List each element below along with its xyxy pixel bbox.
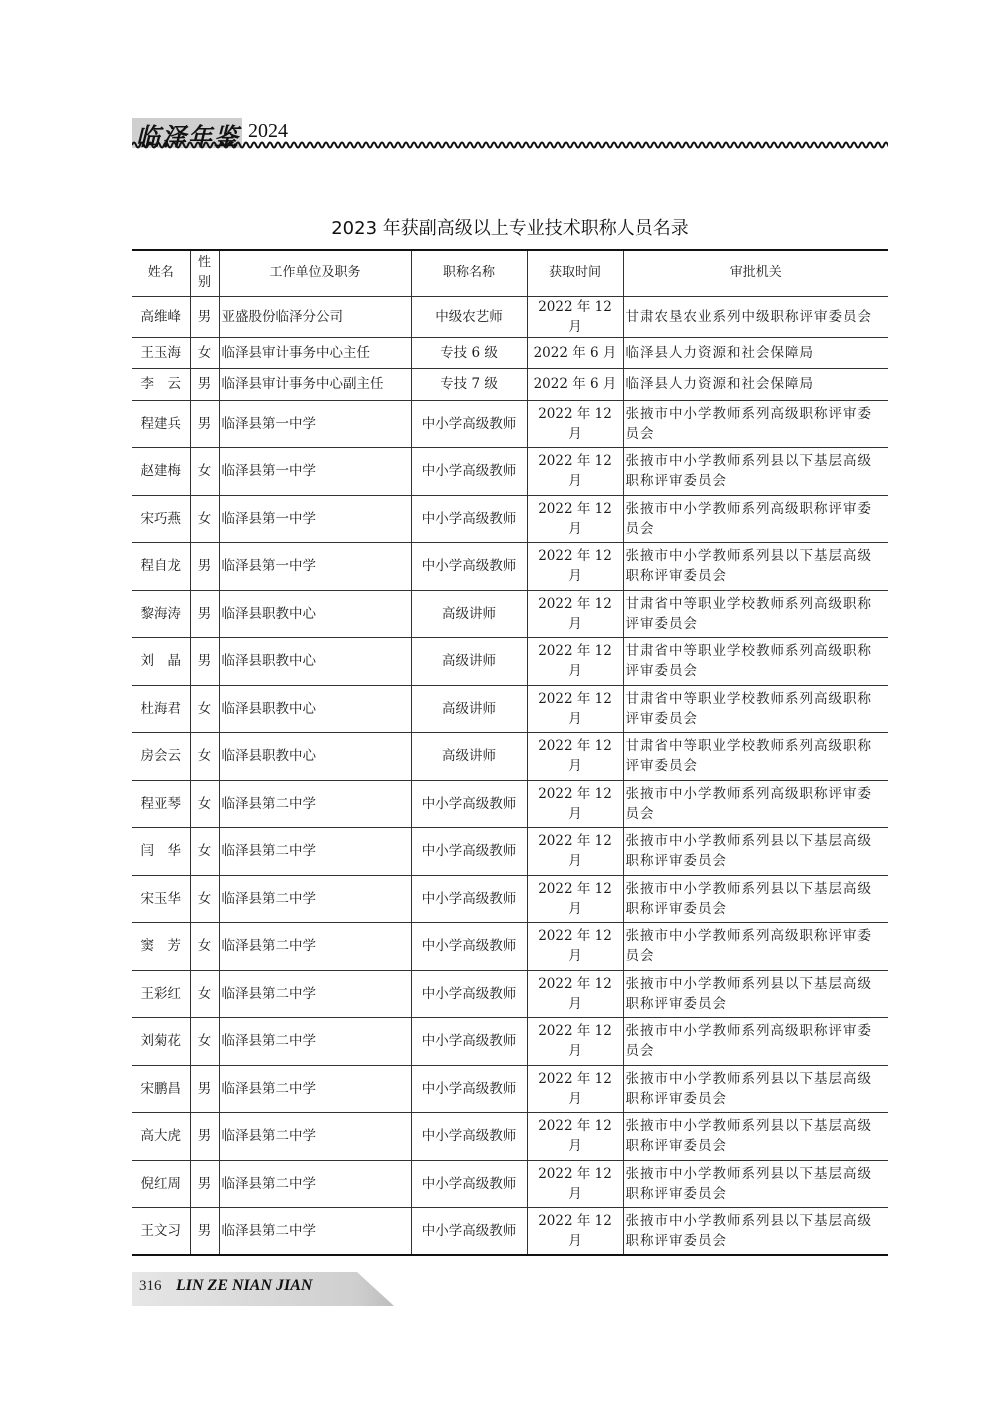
table-row [132,1065,888,1113]
cell-title: 中级农艺师 [411,296,527,337]
cell-name: 程建兵 [132,400,190,448]
cell-authority: 甘肃省中等职业学校教师系列高级职称评审委员会 [623,590,888,638]
cell-title: 中小学高级教师 [411,400,527,448]
cell-name: 房会云 [132,733,190,781]
cell-sex: 男 [190,369,219,401]
cell-date: 2022 年 12 月 [527,780,623,828]
cell-authority: 甘肃省中等职业学校教师系列高级职称评审委员会 [623,685,888,733]
table-row [132,923,888,971]
cell-date: 2022 年 6 月 [527,369,623,401]
cell-authority: 临泽县人力资源和社会保障局 [623,337,888,369]
cell-organization: 临泽县第二中学 [219,828,411,876]
cell-sex: 男 [190,400,219,448]
cell-authority: 甘肃农垦农业系列中级职称评审委员会 [623,296,888,337]
cell-authority: 张掖市中小学教师系列县以下基层高级职称评审委员会 [623,875,888,923]
cell-sex: 女 [190,875,219,923]
cell-authority: 张掖市中小学教师系列县以下基层高级职称评审委员会 [623,1208,888,1256]
table-row [132,1208,888,1256]
table-row [132,369,888,401]
cell-sex: 女 [190,1018,219,1066]
cell-date: 2022 年 12 月 [527,685,623,733]
cell-sex: 男 [190,1208,219,1256]
cell-sex: 女 [190,780,219,828]
table-row [132,733,888,781]
cell-authority: 张掖市中小学教师系列县以下基层高级职称评审委员会 [623,448,888,496]
cell-organization: 临泽县第二中学 [219,1113,411,1161]
cell-title: 中小学高级教师 [411,828,527,876]
page-footer [132,1272,394,1306]
cell-organization: 临泽县第二中学 [219,875,411,923]
cell-title: 中小学高级教师 [411,970,527,1018]
cell-name: 宋鹏昌 [132,1065,190,1113]
cell-name: 刘菊花 [132,1018,190,1066]
column-header-name: 姓名 [132,250,190,296]
table-row [132,875,888,923]
cell-organization: 临泽县第二中学 [219,1160,411,1208]
cell-authority: 张掖市中小学教师系列县以下基层高级职称评审委员会 [623,543,888,591]
cell-sex: 女 [190,733,219,781]
cell-authority: 张掖市中小学教师系列县以下基层高级职称评审委员会 [623,1065,888,1113]
cell-date: 2022 年 12 月 [527,1113,623,1161]
table-row [132,1018,888,1066]
cell-authority: 甘肃省中等职业学校教师系列高级职称评审委员会 [623,638,888,686]
cell-organization: 临泽县第二中学 [219,780,411,828]
header-title: 临泽年鉴 [136,122,240,151]
column-header-sex: 性别 [190,250,219,296]
cell-name: 刘 晶 [132,638,190,686]
cell-date: 2022 年 12 月 [527,923,623,971]
column-header-title: 职称名称 [411,250,527,296]
cell-organization: 临泽县第二中学 [219,1065,411,1113]
cell-organization: 临泽县审计事务中心副主任 [219,369,411,401]
cell-name: 高大虎 [132,1113,190,1161]
table-row [132,970,888,1018]
cell-date: 2022 年 12 月 [527,1208,623,1256]
cell-name: 赵建梅 [132,448,190,496]
cell-organization: 临泽县第二中学 [219,970,411,1018]
cell-title: 中小学高级教师 [411,1160,527,1208]
column-header-organization: 工作单位及职务 [219,250,411,296]
table-row [132,780,888,828]
cell-date: 2022 年 12 月 [527,448,623,496]
cell-organization: 临泽县第一中学 [219,543,411,591]
cell-sex: 男 [190,1160,219,1208]
cell-title: 中小学高级教师 [411,448,527,496]
table-row [132,400,888,448]
cell-title: 中小学高级教师 [411,1208,527,1256]
cell-sex: 男 [190,296,219,337]
cell-name: 王玉海 [132,337,190,369]
cell-sex: 女 [190,828,219,876]
cell-name: 倪红周 [132,1160,190,1208]
cell-name: 宋玉华 [132,875,190,923]
cell-title: 中小学高级教师 [411,923,527,971]
cell-sex: 女 [190,337,219,369]
cell-name: 宋巧燕 [132,495,190,543]
cell-name: 杜海君 [132,685,190,733]
cell-name: 窦 芳 [132,923,190,971]
cell-authority: 张掖市中小学教师系列县以下基层高级职称评审委员会 [623,1113,888,1161]
cell-date: 2022 年 12 月 [527,875,623,923]
cell-name: 程亚琴 [132,780,190,828]
cell-authority: 张掖市中小学教师系列高级职称评审委员会 [623,780,888,828]
cell-sex: 女 [190,495,219,543]
cell-title: 高级讲师 [411,638,527,686]
cell-authority: 张掖市中小学教师系列县以下基层高级职称评审委员会 [623,970,888,1018]
cell-organization: 临泽县第二中学 [219,1018,411,1066]
cell-title: 高级讲师 [411,590,527,638]
cell-title: 中小学高级教师 [411,543,527,591]
cell-date: 2022 年 12 月 [527,1018,623,1066]
column-header-authority: 审批机关 [623,250,888,296]
column-header-date: 获取时间 [527,250,623,296]
cell-name: 闫 华 [132,828,190,876]
cell-title: 中小学高级教师 [411,1113,527,1161]
cell-title: 中小学高级教师 [411,495,527,543]
cell-organization: 亚盛股份临泽分公司 [219,296,411,337]
cell-organization: 临泽县第一中学 [219,400,411,448]
cell-organization: 临泽县职教中心 [219,638,411,686]
cell-date: 2022 年 12 月 [527,590,623,638]
table-row [132,337,888,369]
table-row [132,590,888,638]
cell-organization: 临泽县职教中心 [219,733,411,781]
cell-organization: 临泽县职教中心 [219,685,411,733]
cell-date: 2022 年 12 月 [527,1160,623,1208]
cell-sex: 男 [190,1065,219,1113]
table-row [132,1160,888,1208]
document-title: 2023 年获副高级以上专业技术职称人员名录 [331,218,689,239]
table-row [132,296,888,337]
cell-authority: 张掖市中小学教师系列高级职称评审委员会 [623,1018,888,1066]
running-header [132,114,888,154]
cell-title: 专技 6 级 [411,337,527,369]
roster-table-body [132,296,888,1255]
cell-authority: 张掖市中小学教师系列县以下基层高级职称评审委员会 [623,828,888,876]
cell-date: 2022 年 12 月 [527,733,623,781]
cell-title: 中小学高级教师 [411,1065,527,1113]
table-row [132,638,888,686]
table-row [132,828,888,876]
cell-authority: 临泽县人力资源和社会保障局 [623,369,888,401]
table-header-row [132,250,888,296]
cell-sex: 女 [190,970,219,1018]
cell-name: 程自龙 [132,543,190,591]
cell-date: 2022 年 12 月 [527,495,623,543]
cell-title: 高级讲师 [411,685,527,733]
roster-table [132,249,888,1256]
table-row [132,495,888,543]
cell-organization: 临泽县第一中学 [219,448,411,496]
cell-title: 高级讲师 [411,733,527,781]
header-year: 2024 [248,120,288,142]
cell-date: 2022 年 12 月 [527,828,623,876]
cell-title: 中小学高级教师 [411,875,527,923]
cell-date: 2022 年 6 月 [527,337,623,369]
cell-organization: 临泽县第一中学 [219,495,411,543]
table-row [132,543,888,591]
cell-date: 2022 年 12 月 [527,400,623,448]
cell-name: 李 云 [132,369,190,401]
cell-sex: 男 [190,590,219,638]
cell-organization: 临泽县职教中心 [219,590,411,638]
cell-sex: 女 [190,685,219,733]
page-number: 316 [139,1278,162,1294]
table-row [132,448,888,496]
cell-sex: 男 [190,1113,219,1161]
cell-authority: 张掖市中小学教师系列高级职称评审委员会 [623,400,888,448]
cell-authority: 张掖市中小学教师系列县以下基层高级职称评审委员会 [623,1160,888,1208]
table-row [132,685,888,733]
cell-sex: 女 [190,923,219,971]
cell-name: 王彩红 [132,970,190,1018]
cell-title: 中小学高级教师 [411,1018,527,1066]
cell-date: 2022 年 12 月 [527,1065,623,1113]
cell-authority: 张掖市中小学教师系列高级职称评审委员会 [623,495,888,543]
cell-date: 2022 年 12 月 [527,638,623,686]
cell-title: 中小学高级教师 [411,780,527,828]
cell-sex: 男 [190,638,219,686]
cell-authority: 甘肃省中等职业学校教师系列高级职称评审委员会 [623,733,888,781]
cell-title: 专技 7 级 [411,369,527,401]
cell-name: 黎海涛 [132,590,190,638]
cell-organization: 临泽县第二中学 [219,1208,411,1256]
cell-sex: 男 [190,543,219,591]
header-wave-rule [132,139,888,151]
cell-organization: 临泽县第二中学 [219,923,411,971]
cell-sex: 女 [190,448,219,496]
cell-organization: 临泽县审计事务中心主任 [219,337,411,369]
cell-authority: 张掖市中小学教师系列高级职称评审委员会 [623,923,888,971]
cell-name: 高维峰 [132,296,190,337]
footer-text: LIN ZE NIAN JIAN [176,1277,313,1294]
cell-date: 2022 年 12 月 [527,296,623,337]
cell-date: 2022 年 12 月 [527,970,623,1018]
cell-name: 王文习 [132,1208,190,1256]
cell-date: 2022 年 12 月 [527,543,623,591]
table-row [132,1113,888,1161]
